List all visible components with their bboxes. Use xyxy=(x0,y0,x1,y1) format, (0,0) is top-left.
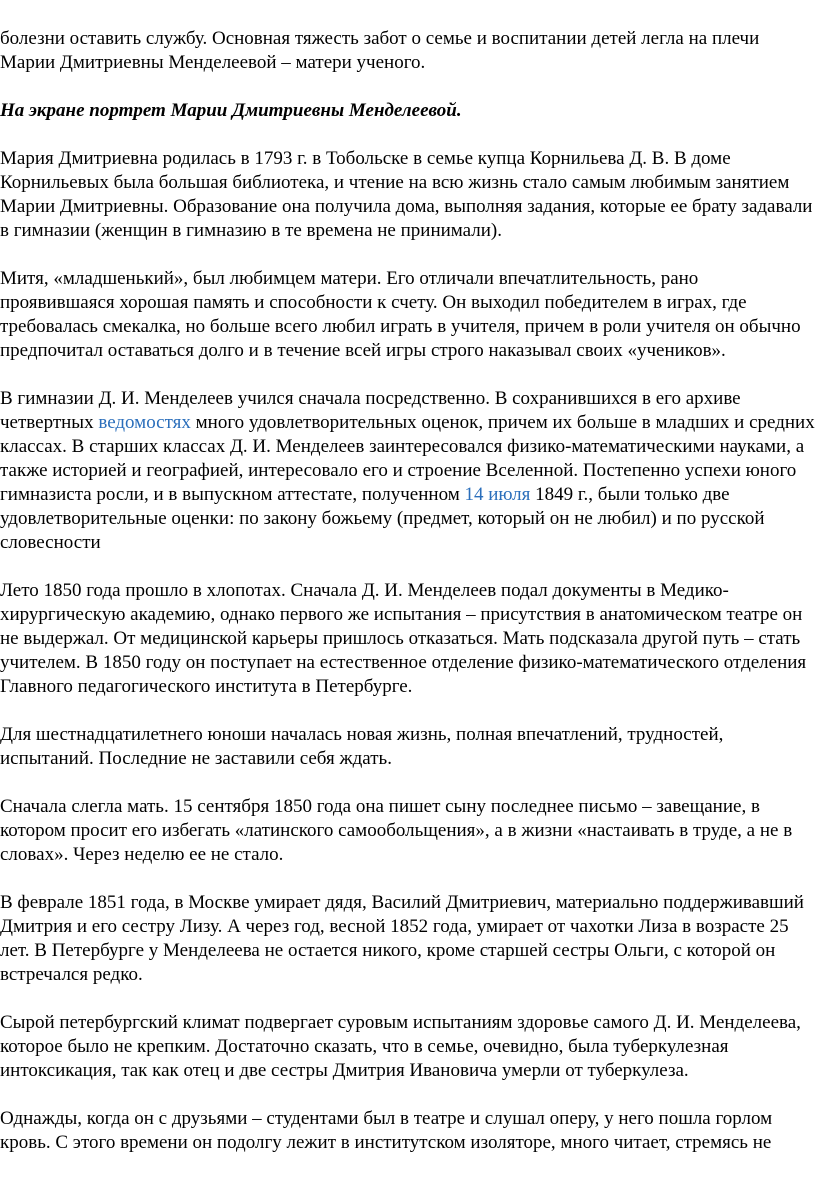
section-heading: На экране портрет Марии Дмитриевны Менделеевой. xyxy=(0,100,462,121)
link-date-july-14[interactable]: 14 июля xyxy=(464,484,531,505)
paragraph-6: Для шестнадцатилетнего юноши началась новая жизнь, полная впечатлений, трудностей, испытаний. Последние не заставили себя ждать. xyxy=(0,724,724,769)
paragraph-2: Мария Дмитриевна родилась в 1793 г. в Тобольске в семье купца Корнильева Д. В. В доме Корнильевых была большая библиотека, и чтение на всю жизнь стало самым любимым занятием Марии Дмитриевны. Образование она получила дома, выполняя задания, которые ее брату задавали в гимназии (женщин в гимназию в те времена не принимали). xyxy=(0,148,813,241)
document-body xyxy=(0,27,816,1179)
paragraph-9: Сырой петербургский климат подвергает суровым испытаниям здоровье самого Д. И. Менделеева, которое было не крепким. Достаточно сказать, что в семье, очевидно, была туберкулезная интоксикация, так как отец и две сестры Дмитрия Ивановича умерли от туберкулеза. xyxy=(0,1012,801,1081)
paragraph-1: болезни оставить службу. Основная тяжесть забот о семье и воспитании детей легла на плечи Марии Дмитриевны Менделеевой – матери ученого. xyxy=(0,28,760,73)
paragraph-4-text-2: много удовлетворительных оценок, причем их больше в младших и средних классах. В старших классах Д. И. Менделеев заинтересовался физико-математическими науками, а также историей и географией, интересовало его и строение Вселенной. Постепенно успехи юного гимназиста росли, и в выпускном аттестате, полученном xyxy=(0,412,815,505)
paragraph-4-text-3: 1849 г., были только две удовлетворительные оценки: по закону божьему (предмет, который он не любил) и по русской словесности xyxy=(0,484,765,553)
paragraph-4 xyxy=(0,387,816,555)
paragraph-7: Сначала слегла мать. 15 сентября 1850 года она пишет сыну последнее письмо – завещание, в котором просит его избегать «латинского самообольщения», а в жизни «настаивать в труде, а не в словах». Через неделю ее не стало. xyxy=(0,796,793,865)
paragraph-8: В феврале 1851 года, в Москве умирает дядя, Василий Дмитриевич, материально поддерживавший Дмитрия и его сестру Лизу. А через год, весной 1852 года, умирает от чахотки Лиза в возрасте 25 лет. В Петербурге у Менделеева не остается никого, кроме старшей сестры Ольги, с которой он встречался редко. xyxy=(0,892,804,985)
paragraph-5: Лето 1850 года прошло в хлопотах. Сначала Д. И. Менделеев подал документы в Медико-хирургическую академию, однако первого же испытания – присутствия в анатомическом театре он не выдержал. От медицинской карьеры пришлось отказаться. Мать подсказала другой путь – стать учителем. В 1850 году он поступает на естественное отделение физико-математического отделения Главного педагогического института в Петербурге. xyxy=(0,580,807,697)
paragraph-10: Однажды, когда он с друзьями – студентами был в театре и слушал оперу, у него пошла горлом кровь. С этого времени он подолгу лежит в институтском изоляторе, много читает, стремясь не xyxy=(0,1108,773,1153)
paragraph-3: Митя, «младшенький», был любимцем матери. Его отличали впечатлительность, рано проявившаяся хорошая память и способности к счету. Он выходил победителем в играх, где требовалась смекалка, но больше всего любил играть в учителя, причем в роли учителя он обычно предпочитал оставаться долго и в течение всей игры строго наказывал своих «учеников». xyxy=(0,268,801,361)
link-vedomosti[interactable]: ведомостях xyxy=(98,412,191,433)
paragraph-4-text-1: В гимназии Д. И. Менделеев учился сначала посредственно. В сохранившихся в его архиве четвертных xyxy=(0,388,741,433)
